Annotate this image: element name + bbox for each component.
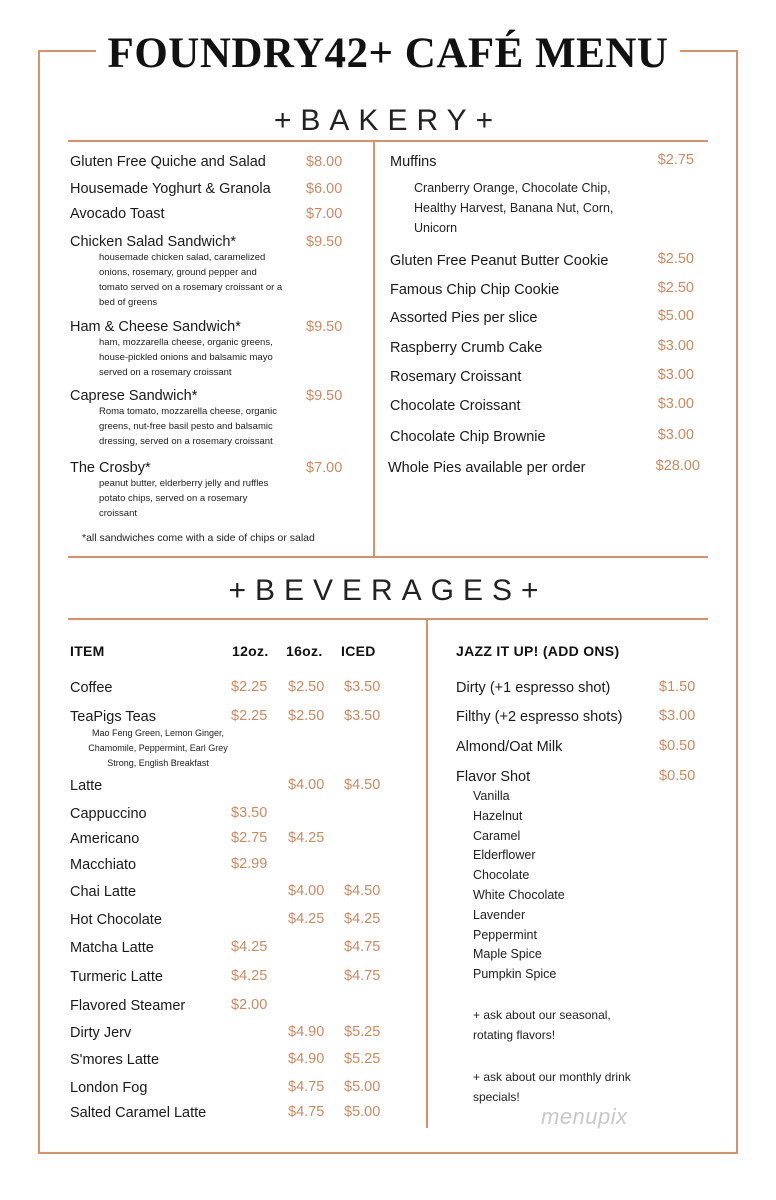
bakery-item-name: Housemade Yoghurt & Granola [70, 181, 271, 197]
seasonal-flavors-note: + ask about our seasonal, rotating flavors! [473, 1008, 611, 1042]
beverage-description: Mao Feng Green, Lemon Ginger, Chamomile, Peppermint, Earl Grey Strong, English Breakfast [88, 728, 228, 768]
addon-name: Dirty (+1 espresso shot) [456, 680, 611, 696]
flavor-option: Peppermint [473, 927, 537, 942]
addon-name: Almond/Oat Milk [456, 739, 563, 755]
beverage-price-16oz: $4.00 [288, 777, 325, 793]
bakery-item-description: Cranberry Orange, Chocolate Chip, Healthy Harvest, Banana Nut, Corn, Unicorn [414, 181, 614, 235]
col-header-16oz: 16oz. [286, 643, 323, 659]
bakery-heading: +BAKERY+ [273, 104, 503, 137]
beverage-name: London Fog [70, 1080, 148, 1096]
bakery-item-name: Raspberry Crumb Cake [390, 340, 543, 356]
addon-price: $0.50 [659, 738, 696, 754]
bakery-item-description: peanut butter, elderberry jelly and ruffles potato chips, served on a rosemary croissant [99, 478, 269, 519]
beverage-price-16oz: $4.25 [288, 911, 325, 927]
bakery-item-price: $9.50 [306, 388, 343, 404]
addons-heading: JAZZ IT UP! (ADD ONS) [456, 643, 620, 659]
beverage-price-iced: $3.50 [344, 679, 381, 695]
beverages-heading: +BEVERAGES+ [228, 574, 548, 607]
beverage-price-16oz: $4.75 [288, 1079, 325, 1095]
beverage-price-iced: $4.25 [344, 911, 381, 927]
addon-name: Flavor Shot [456, 769, 531, 785]
beverage-price-iced: $4.50 [344, 777, 381, 793]
beverage-price-iced: $4.75 [344, 968, 381, 984]
beverage-name: Chai Latte [70, 884, 137, 900]
bakery-item-name: Muffins [390, 154, 437, 170]
beverage-price-16oz: $4.75 [288, 1104, 325, 1120]
sandwich-footnote: *all sandwiches come with a side of chips or salad [82, 532, 315, 544]
beverage-price-12oz: $2.25 [231, 708, 268, 724]
beverage-price-iced: $5.00 [344, 1104, 381, 1120]
flavor-option: Pumpkin Spice [473, 967, 557, 982]
bakery-item-price: $3.00 [657, 396, 694, 412]
bakery-item-price: $3.00 [657, 338, 694, 354]
bakery-item-price: $9.50 [306, 234, 343, 250]
beverage-price-iced: $5.25 [344, 1051, 381, 1067]
beverage-name: Dirty Jerv [70, 1025, 132, 1041]
beverage-name: Matcha Latte [70, 940, 154, 956]
bakery-item-name: Gluten Free Peanut Butter Cookie [390, 253, 609, 269]
bakery-item-price: $7.00 [306, 206, 343, 222]
col-header-iced: ICED [341, 643, 376, 659]
beverage-price-iced: $5.00 [344, 1079, 381, 1095]
flavor-option: Elderflower [473, 848, 536, 863]
watermark: menupix [541, 1104, 628, 1129]
beverages-column-divider [426, 618, 428, 1128]
bakery-item-price: $8.00 [306, 154, 343, 170]
flavor-option: Hazelnut [473, 808, 523, 823]
bakery-item-price: $6.00 [306, 181, 343, 197]
beverage-price-12oz: $2.75 [231, 830, 268, 846]
beverage-price-iced: $3.50 [344, 708, 381, 724]
beverages-top-divider [68, 618, 708, 620]
beverage-name: Flavored Steamer [70, 998, 186, 1014]
beverage-price-iced: $4.50 [344, 883, 381, 899]
beverage-price-12oz: $4.25 [231, 939, 268, 955]
flavor-option: Chocolate [473, 868, 530, 883]
flavor-option: Caramel [473, 828, 521, 843]
beverage-price-12oz: $3.50 [231, 805, 268, 821]
bakery-item-description: ham, mozzarella cheese, organic greens, house-pickled onions and balsamic mayo served on a rosemary croissant [99, 337, 273, 378]
beverage-name: Salted Caramel Latte [70, 1105, 207, 1121]
beverage-name: TeaPigs Teas [70, 709, 156, 725]
beverage-price-12oz: $2.99 [231, 856, 268, 872]
beverage-name: Macchiato [70, 857, 137, 873]
col-header-item: ITEM [70, 643, 105, 659]
monthly-specials-note: + ask about our monthly drink specials! [473, 1070, 631, 1104]
beverage-price-16oz: $4.00 [288, 883, 325, 899]
bakery-item-price: $3.00 [657, 367, 694, 383]
beverage-price-iced: $5.25 [344, 1024, 381, 1040]
beverage-price-12oz: $2.00 [231, 997, 268, 1013]
menu-title: FOUNDRY42+ CAFÉ MENU [96, 28, 681, 80]
addon-price: $0.50 [659, 768, 696, 784]
bakery-bottom-divider [68, 556, 708, 558]
beverage-price-16oz: $4.25 [288, 830, 325, 846]
beverage-name: Hot Chocolate [70, 912, 162, 928]
bakery-item-price: $2.50 [657, 280, 694, 296]
bakery-top-divider [68, 140, 708, 142]
beverage-price-16oz: $2.50 [288, 708, 325, 724]
bakery-item-name: Avocado Toast [70, 206, 165, 222]
bakery-item-name: Gluten Free Quiche and Salad [70, 154, 266, 170]
bakery-item-price: $5.00 [657, 308, 694, 324]
flavor-option: Lavender [473, 907, 526, 922]
flavor-option: Vanilla [473, 789, 510, 803]
beverage-price-12oz: $4.25 [231, 968, 268, 984]
beverage-price-16oz: $4.90 [288, 1051, 325, 1067]
bakery-item-name: Caprese Sandwich* [70, 388, 198, 404]
beverage-name: Turmeric Latte [70, 969, 163, 985]
addon-price: $1.50 [659, 679, 696, 695]
beverage-price-iced: $4.75 [344, 939, 381, 955]
beverage-price-12oz: $2.25 [231, 679, 268, 695]
beverage-name: S'mores Latte [70, 1052, 160, 1068]
bakery-item-name: Ham & Cheese Sandwich* [70, 319, 241, 335]
beverage-price-16oz: $4.90 [288, 1024, 325, 1040]
beverage-name: Americano [70, 831, 140, 847]
beverage-name: Coffee [70, 680, 113, 696]
bakery-item-price: $2.75 [657, 152, 694, 168]
bakery-item-price: $9.50 [306, 319, 343, 335]
bakery-item-name: Assorted Pies per slice [390, 310, 538, 326]
bakery-item-name: Chocolate Chip Brownie [390, 429, 546, 445]
bakery-item-name: The Crosby* [70, 460, 151, 476]
menu-title-wrap [0, 28, 776, 80]
flavor-option: Maple Spice [473, 947, 542, 962]
beverage-name: Cappuccino [70, 806, 147, 822]
bakery-item-price: $3.00 [657, 427, 694, 443]
addon-name: Filthy (+2 espresso shots) [456, 709, 623, 725]
bakery-item-price: $2.50 [657, 251, 694, 267]
bakery-item-name: Chocolate Croissant [390, 398, 521, 414]
col-header-12oz: 12oz. [232, 643, 269, 659]
addon-price: $3.00 [659, 708, 696, 724]
beverage-name: Latte [70, 778, 103, 794]
bakery-item-name: Chicken Salad Sandwich* [70, 234, 237, 250]
bakery-item-name: Rosemary Croissant [390, 369, 522, 385]
bakery-item-name: Whole Pies available per order [388, 460, 586, 476]
flavor-option: White Chocolate [473, 888, 565, 902]
bakery-item-price: $7.00 [306, 460, 343, 476]
bakery-item-price: $28.00 [655, 458, 700, 474]
bakery-item-name: Famous Chip Chip Cookie [390, 282, 560, 298]
beverage-price-16oz: $2.50 [288, 679, 325, 695]
bakery-item-description: Roma tomato, mozzarella cheese, organic greens, nut-free basil pesto and balsamic dressing, served on a rosemary croissant [99, 406, 277, 447]
bakery-column-divider [373, 140, 375, 556]
bakery-item-description: housemade chicken salad, caramelized onions, rosemary, ground pepper and tomato served on a rosemary croissant or a bed of greens [99, 252, 283, 308]
